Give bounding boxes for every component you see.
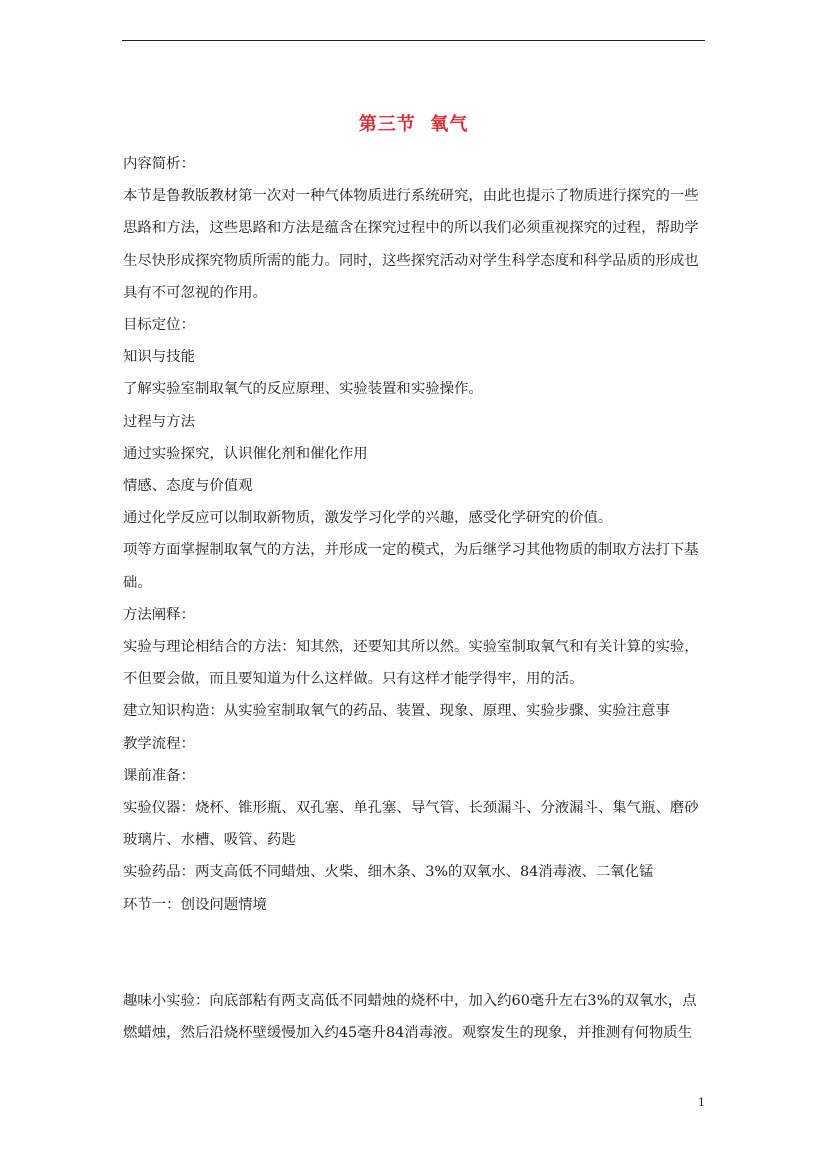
paragraph: 方法阐释： <box>123 606 195 623</box>
paragraph: 目标定位： <box>123 317 195 334</box>
page-number: 1 <box>698 1096 705 1109</box>
paragraph: 实验与理论相结合的方法：知其然，还要知其所以然。实验室制取氧气和有关计算的实验，不但要会做，而且要知道为什么这样做。只有这样才能学得牢，用的活。 <box>123 639 699 688</box>
paragraph: 通过实验探究，认识催化剂和催化作用 <box>123 445 368 462</box>
paragraph: 项等方面掌握制取氧气的方法，并形成一定的模式，为后继学习其他物质的制取方法打下基础。 <box>123 542 699 591</box>
blank-space <box>123 921 707 985</box>
paragraph: 了解实验室制取氧气的反应原理、实验装置和实验操作。 <box>123 381 483 398</box>
paragraph: 情感、态度与价值观 <box>123 478 253 495</box>
paragraph: 本节是鲁教版教材第一次对一种气体物质进行系统研究，由此也提示了物质进行探究的一些思路和方法，这些思路和方法是蕴含在探究过程中的所以我们必须重视探究的过程，帮助学生尽快形成探究物质所需的能力。同时，这些探究活动对学生科学态度和科学品质的形成也具有不可忽视的作用。 <box>123 188 699 301</box>
paragraph: 实验药品：两支高低不同蜡烛、火柴、细木条、3%的双氧水、84消毒液、二氧化锰 <box>123 864 654 881</box>
paragraph: 建立知识构造：从实验室制取氧气的药品、装置、现象、原理、实验步骤、实验注意事 <box>123 703 670 720</box>
header-rule <box>122 40 705 41</box>
paragraph: 内容简析： <box>123 156 195 172</box>
paragraph: 通过化学反应可以制取新物质，激发学习化学的兴趣，感受化学研究的价值。 <box>123 510 613 527</box>
paragraph: 环节一：创设问题情境 <box>123 896 267 913</box>
paragraph: 过程与方法 <box>123 413 195 430</box>
paragraph: 教学流程： <box>123 735 195 752</box>
paragraph: 趣味小实验：向底部粘有两支高低不同蜡烛的烧杯中，加入约60毫升左右3%的双氧水，点燃蜡烛，然后沿烧杯壁缓慢加入约45毫升84消毒液。观察发生的现象，并推测有何物质生 <box>123 992 697 1042</box>
document-title: 第三节 氧气 <box>358 114 469 135</box>
paragraph: 实验仪器：烧杯、锥形瓶、双孔塞、单孔塞、导气管、长颈漏斗、分液漏斗、集气瓶、磨砂玻璃片、水槽、吸管、药匙 <box>123 800 699 849</box>
document-body <box>123 148 707 1049</box>
paragraph: 知识与技能 <box>123 349 195 366</box>
paragraph: 课前准备： <box>123 767 195 784</box>
